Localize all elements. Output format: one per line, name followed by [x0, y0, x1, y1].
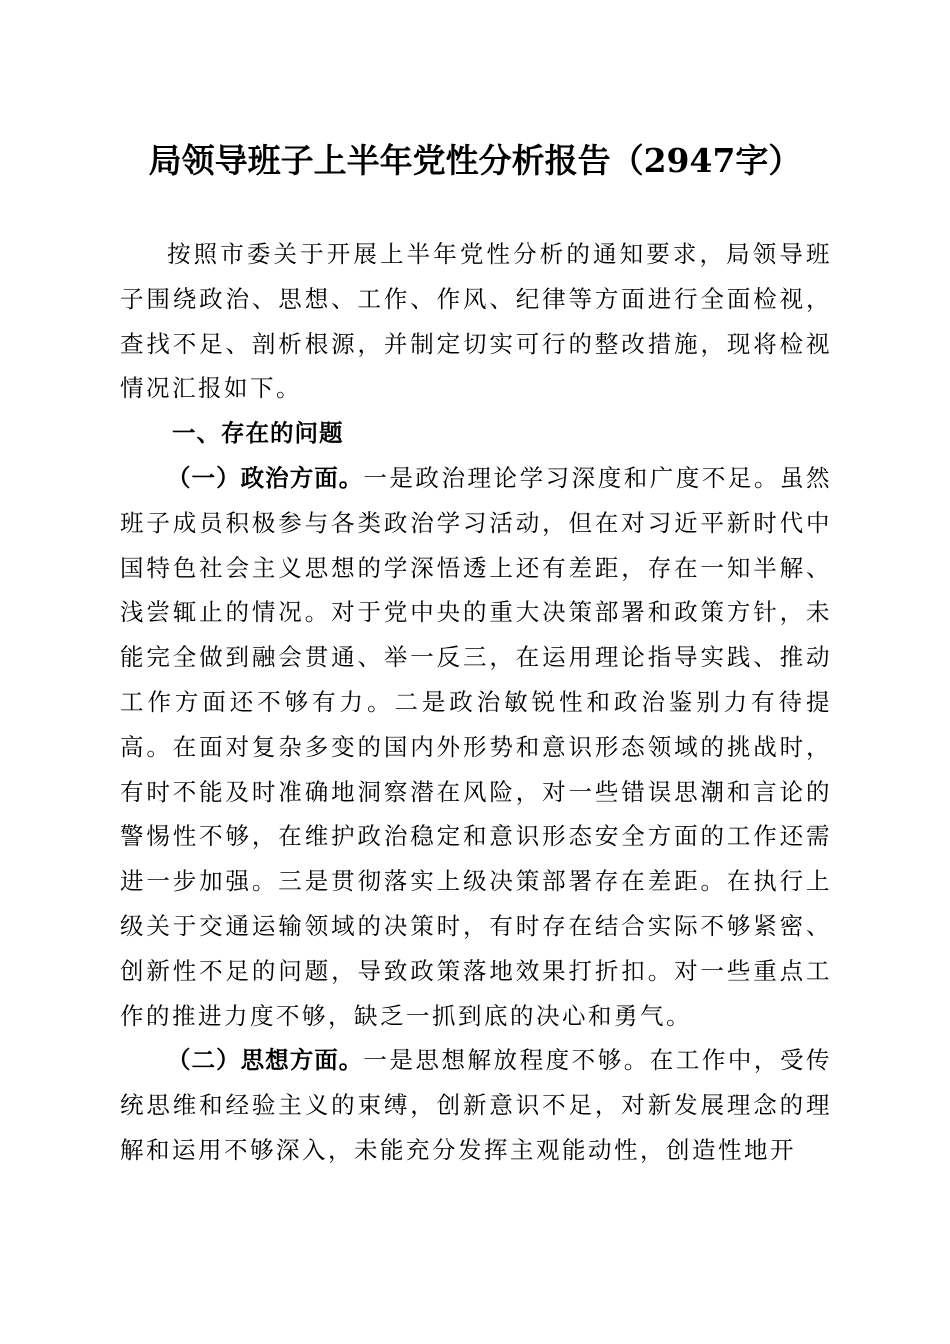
document-title: 局领导班子上半年党性分析报告（2947字）: [148, 141, 802, 180]
subsection-political-lead: （一）政治方面。: [167, 463, 364, 492]
subsection-ideological-lead: （二）思想方面。: [167, 1046, 364, 1075]
subsection-political-text: 一是政治理论学习深度和广度不足。虽然班子成员积极参与各类政治学习活动，但在对习近平新时代中国特色社会主义思想的学深悟透上还有差距，存在一知半解、浅尝辄止的情况。对于党中央的重大决策部署和政策方针，未能完全做到融会贯通、举一反三，在运用理论指导实践、推动工作方面还不够有力。二是政治敏锐性和政治鉴别力有待提高。在面对复杂多变的国内外形势和意识形态领域的挑战时，有时不能及时准确地洞察潜在风险，对一些错误思潮和言论的警惕性不够，在维护政治稳定和意识形态安全方面的工作还需进一步加强。三是贯彻落实上级决策部署存在差距。在执行上级关于交通运输领域的决策时，有时存在结合实际不够紧密、创新性不足的问题，导致政策落地效果打折扣。对一些重点工作的推进力度不够，缺乏一抓到底的决心和勇气。: [120, 463, 833, 1030]
section-heading-problems: 一、存在的问题: [172, 419, 344, 448]
document-body: [120, 232, 832, 1173]
subsection-ideological: [120, 1038, 832, 1172]
subsection-ideological-text: 一是思想解放程度不够。在工作中，受传统思维和经验主义的束缚，创新意识不足，对新发展理念的理解和运用不够深入，未能充分发挥主观能动性，创造性地开: [120, 1046, 833, 1164]
intro-paragraph: 按照市委关于开展上半年党性分析的通知要求，局领导班子围绕政治、思想、工作、作风、纪律等方面进行全面检视，查找不足、剖析根源，并制定切实可行的整改措施，现将检视情况汇报如下。: [120, 240, 832, 403]
subsection-political: [120, 456, 832, 1038]
